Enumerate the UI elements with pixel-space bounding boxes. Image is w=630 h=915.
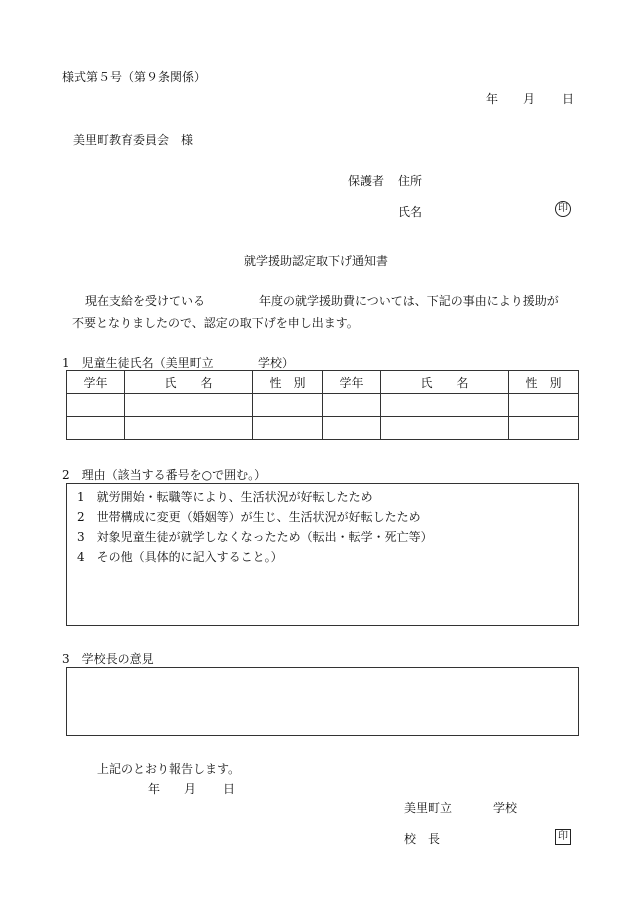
- addressee: 美里町教育委員会 様: [73, 133, 194, 147]
- school-suffix: 学校: [493, 801, 518, 815]
- school-prefix: 美里町立: [404, 801, 453, 815]
- principal-seal: 印: [555, 829, 571, 845]
- footer-date-year: 年: [148, 782, 161, 796]
- col-grade-2: 学年: [323, 371, 381, 394]
- guardian-name-label: 氏名: [398, 205, 423, 219]
- report-statement: 上記のとおり報告します。: [97, 762, 241, 776]
- reason-item-1: 1 就労開始・転職等により、生活状況が好転したため: [77, 490, 373, 504]
- cell-name[interactable]: [125, 394, 253, 417]
- reason-item-3: 3 対象児童生徒が就学しなくなったため（転出・転学・死亡等）: [77, 530, 433, 544]
- cell-name[interactable]: [381, 417, 509, 440]
- form-number: 様式第５号（第９条関係）: [62, 70, 207, 84]
- col-sex-1: 性 別: [253, 371, 323, 394]
- reason-item-4: 4 その他（具体的に記入すること。）: [77, 550, 283, 564]
- header-date-year: 年: [486, 92, 499, 106]
- reason-box[interactable]: [66, 483, 579, 626]
- cell-sex[interactable]: [253, 394, 323, 417]
- cell-name[interactable]: [381, 394, 509, 417]
- section1-heading-b: 学校）: [258, 356, 295, 370]
- cell-sex[interactable]: [509, 394, 579, 417]
- col-name-1: 氏 名: [125, 371, 253, 394]
- guardian-seal: 印: [555, 201, 571, 217]
- footer-date-day: 日: [223, 782, 236, 796]
- cell-name[interactable]: [125, 417, 253, 440]
- cell-grade[interactable]: [67, 394, 125, 417]
- principal-label: 校 長: [404, 832, 441, 846]
- guardian-address-label: 住所: [398, 174, 423, 188]
- footer-date-month: 月: [184, 782, 197, 796]
- table-row: [67, 417, 579, 440]
- body-line1-a: 現在支給を受けている: [85, 294, 206, 308]
- col-grade-1: 学年: [67, 371, 125, 394]
- guardian-label: 保護者: [348, 174, 385, 188]
- principal-opinion-box[interactable]: [66, 667, 579, 736]
- col-sex-2: 性 別: [509, 371, 579, 394]
- body-line1-b: 年度の就学援助費については、下記の事由により援助が: [259, 294, 559, 308]
- cell-grade[interactable]: [323, 417, 381, 440]
- col-name-2: 氏 名: [381, 371, 509, 394]
- table-row: [67, 394, 579, 417]
- header-date-month: 月: [523, 92, 536, 106]
- student-table-header: [67, 371, 579, 394]
- header-date-day: 日: [562, 92, 575, 106]
- body-line2: 不要となりましたので、認定の取下げを申し出ます。: [72, 316, 359, 330]
- cell-sex[interactable]: [509, 417, 579, 440]
- cell-sex[interactable]: [253, 417, 323, 440]
- reason-item-2: 2 世帯構成に変更（婚姻等）が生じ、生活状況が好転したため: [77, 510, 421, 524]
- cell-grade[interactable]: [323, 394, 381, 417]
- student-table: [66, 370, 579, 440]
- section1-heading-a: 1 児童生徒氏名（美里町立: [62, 356, 214, 370]
- cell-grade[interactable]: [67, 417, 125, 440]
- section3-heading: 3 学校長の意見: [62, 652, 154, 666]
- section2-heading: 2 理由（該当する番号を○で囲む。）: [62, 468, 267, 482]
- document-title: 就学援助認定取下げ通知書: [244, 254, 389, 268]
